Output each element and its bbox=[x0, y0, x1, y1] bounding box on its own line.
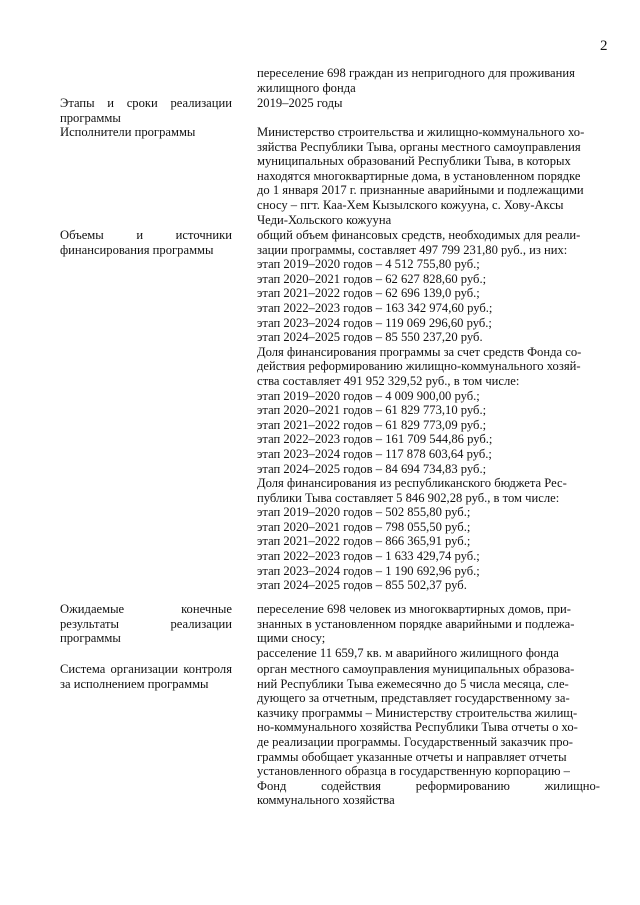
value-line: этап 2022–2023 годов – 163 342 974,60 руб.; bbox=[257, 300, 493, 315]
row-label: Этапы и сроки реализации программы bbox=[60, 96, 232, 125]
value-line: этап 2022–2023 годов – 1 633 429,74 руб.; bbox=[257, 549, 480, 564]
value-line: Доля финансирования из республиканского бюджета Рес- bbox=[257, 476, 567, 491]
value-line: находятся многоквартирные дома, в установленном порядке bbox=[257, 168, 581, 183]
value-line: граммы обобщает указанные отчеты и направляет отчеты bbox=[257, 749, 567, 764]
value-line: ний Республики Тыва ежемесячно до 5 числа месяца, сле- bbox=[257, 676, 569, 691]
value-line: этап 2020–2021 годов – 61 829 773,10 руб.; bbox=[257, 403, 487, 418]
value-line: этап 2019–2020 годов – 502 855,80 руб.; bbox=[257, 505, 471, 520]
row-value bbox=[257, 228, 600, 593]
row-value bbox=[257, 125, 600, 227]
value-line: этап 2021–2022 годов – 62 696 139,0 руб.; bbox=[257, 286, 480, 301]
value-line: переселение 698 человек из многоквартирных домов, при- bbox=[257, 602, 571, 616]
page-number: 2 bbox=[600, 38, 608, 54]
value-line: этап 2024–2025 годов – 85 550 237,20 руб. bbox=[257, 330, 483, 345]
value-line: этап 2023–2024 годов – 117 878 603,64 руб.; bbox=[257, 446, 492, 461]
value-line: этап 2020–2021 годов – 798 055,50 руб.; bbox=[257, 519, 471, 534]
value-line: муниципальных образований Республики Тыва, в которых bbox=[257, 154, 571, 169]
value-line: но-коммунального хозяйства Республики Тыва отчеты о хо- bbox=[257, 720, 578, 735]
value-line: Чеди-Хольского кожууна bbox=[257, 212, 392, 227]
value-line: ства составляет 491 952 329,52 руб., в том числе: bbox=[257, 373, 520, 388]
value-line: знанных в установленном порядке аварийными и подлежа- bbox=[257, 616, 575, 631]
value-line: Фонд содействия реформированию жилищно- bbox=[257, 778, 600, 793]
row-label: Система организации контроля за исполнением программы bbox=[60, 662, 232, 691]
value-line: де реализации программы. Государственный заказчик про- bbox=[257, 734, 573, 749]
row-value bbox=[257, 96, 600, 111]
row-label: Объемы и источники финансирования программы bbox=[60, 228, 232, 257]
value-line: этап 2023–2024 годов – 1 190 692,96 руб.; bbox=[257, 563, 480, 578]
value-line: этап 2023–2024 годов – 119 069 296,60 руб.; bbox=[257, 315, 492, 330]
value-line: публики Тыва составляет 5 846 902,28 руб., в том числе: bbox=[257, 490, 560, 505]
value-line: до 1 января 2017 г. признанные аварийными и подлежащими bbox=[257, 183, 584, 198]
value-line: 2019–2025 годы bbox=[257, 96, 343, 110]
value-line: этап 2021–2022 годов – 866 365,91 руб.; bbox=[257, 534, 471, 549]
value-line: зации программы, составляет 497 799 231,80 руб., из них: bbox=[257, 242, 568, 257]
value-line: Министерство строительства и жилищно-коммунального хо- bbox=[257, 125, 585, 139]
value-line: этап 2024–2025 годов – 84 694 734,83 руб.; bbox=[257, 461, 487, 476]
value-line: переселение 698 граждан из непригодного для проживания bbox=[257, 66, 575, 80]
value-line: щими сносу; bbox=[257, 631, 326, 646]
row-value bbox=[257, 662, 600, 808]
row-value bbox=[257, 66, 600, 95]
value-line: этап 2022–2023 годов – 161 709 544,86 руб.; bbox=[257, 432, 493, 447]
value-line: установленного образца в государственную корпорацию – bbox=[257, 764, 570, 779]
value-line: действия реформированию жилищно-коммунального хозяй- bbox=[257, 359, 581, 374]
row-value bbox=[257, 602, 600, 660]
value-line: коммунального хозяйства bbox=[257, 793, 395, 808]
value-line: этап 2019–2020 годов – 4 512 755,80 руб.; bbox=[257, 257, 480, 272]
row-label: Исполнители программы bbox=[60, 125, 196, 139]
value-line: зяйства Республики Тыва, органы местного самоуправления bbox=[257, 139, 581, 154]
value-line: орган местного самоуправления муниципальных образова- bbox=[257, 662, 575, 676]
value-line: Доля финансирования программы за счет средств Фонда со- bbox=[257, 344, 582, 359]
value-line: сносу – пгт. Каа-Хем Кызылского кожууна, с. Хову-Аксы bbox=[257, 197, 564, 212]
value-line: этап 2020–2021 годов – 62 627 828,60 руб.; bbox=[257, 271, 487, 286]
value-line: этап 2021–2022 годов – 61 829 773,09 руб.; bbox=[257, 417, 487, 432]
value-line: расселение 11 659,7 кв. м аварийного жилищного фонда bbox=[257, 645, 559, 660]
value-line: дующего за отчетным, представляет государственному за- bbox=[257, 691, 570, 706]
value-line: этап 2019–2020 годов – 4 009 900,00 руб.; bbox=[257, 388, 480, 403]
value-line: казчику программы – Министерству строительства жилищ- bbox=[257, 705, 578, 720]
value-line: общий объем финансовых средств, необходимых для реали- bbox=[257, 228, 581, 242]
value-line: этап 2024–2025 годов – 855 502,37 руб. bbox=[257, 578, 467, 593]
value-line: жилищного фонда bbox=[257, 80, 356, 95]
row-label: Ожидаемые конечные результаты реализации программы bbox=[60, 602, 232, 646]
